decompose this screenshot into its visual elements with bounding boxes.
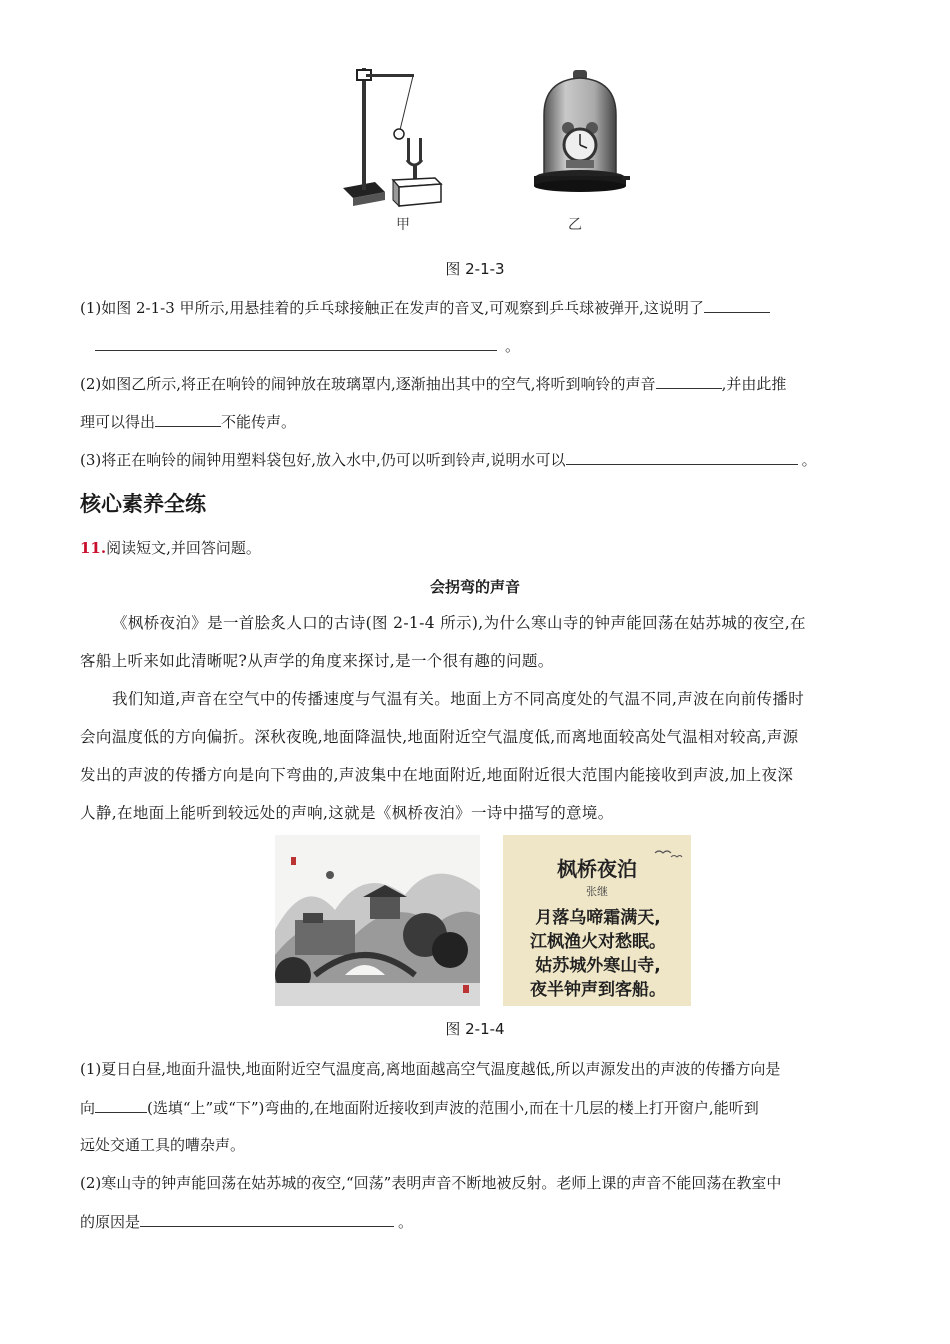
q10-part3 (80, 448, 817, 471)
q11-intro: 阅读短文,并回答问题。 (106, 539, 261, 557)
q10-part1-blank-a[interactable] (704, 296, 770, 313)
q10-part2-text: (2)如图乙所示,将正在响铃的闹钟放在玻璃罩内,逐渐抽出其中的空气,将听到响铃的声音 (80, 375, 656, 393)
section-title: 核心素养全练 (80, 492, 206, 516)
poem-card (503, 835, 691, 1006)
q10-part2-line1-end: ,并由此推 (721, 375, 787, 393)
para1-line2: 客船上听来如此清晰呢?从声学的角度来探讨,是一个很有趣的问题。 (80, 652, 554, 670)
article-paragraph-2 (80, 680, 886, 832)
q10-part2-line2-start: 理可以得出 (80, 413, 156, 431)
q11-number: 11. (80, 539, 107, 557)
q10-part2-line2-end: 不能传声。 (221, 413, 297, 431)
q11-sub1-end: (选填“上”或“下”)弯曲的,在地面附近接收到声波的范围小,而在十几层的楼上打开窗户,能听到 (147, 1099, 759, 1117)
para2-line4: 人静,在地面上能听到较远处的声响,这就是《枫桥夜泊》一诗中描写的意境。 (80, 804, 614, 822)
q10-part1-end: 。 (505, 337, 521, 355)
ink-painting-illustration (275, 835, 480, 1006)
q10-part2-blank-a[interactable] (656, 372, 722, 389)
poem-author: 张继 (586, 885, 608, 898)
para2-line1: 我们知道,声音在空气中的传播速度与气温有关。地面上方不同高度处的气温不同,声波在向前传播时 (112, 690, 805, 708)
q11-sub2-line2 (80, 1210, 413, 1233)
figure-label-jia: 甲 (396, 217, 410, 233)
para2-line3: 发出的声波的传播方向是向下弯曲的,声波集中在地面附近,地面附近很大范围内能接收到声波,加上夜深 (80, 766, 794, 784)
q10-part3-end: 。 (801, 451, 817, 469)
q11-sub2-start: 的原因是 (80, 1213, 141, 1231)
q10-part3-text: (3)将正在响铃的闹钟用塑料袋包好,放入水中,仍可以听到铃声,说明水可以 (80, 451, 566, 469)
q11-sub1-blank[interactable] (95, 1096, 147, 1113)
q10-part2-line1 (80, 372, 786, 395)
poem-line: 江枫渔火对愁眠。 (530, 932, 666, 952)
q11-sub1-start: 向 (80, 1099, 96, 1117)
poem-line: 月落乌啼霜满天, (535, 908, 661, 928)
poem-line: 夜半钟声到客船。 (530, 980, 666, 1000)
q10-part2-line2 (80, 410, 296, 433)
q11-sub2-blank[interactable] (140, 1210, 394, 1227)
q10-part1-continued (95, 334, 520, 357)
figure-label-yi: 乙 (568, 217, 582, 233)
q10-part3-blank[interactable] (566, 448, 798, 465)
figure-caption-2-1-4: 图 2-1-4 (445, 1020, 505, 1038)
q11-sub1-line2 (80, 1096, 759, 1119)
bell-jar-alarm-clock-illustration (530, 70, 630, 195)
q11-sub2-line1: (2)寒山寺的钟声能回荡在姑苏城的夜空,“回荡”表明声音不断地被反射。老师上课的声音不能回荡在教室中 (80, 1174, 782, 1192)
q11-sub1-line1: (1)夏日白昼,地面升温快,地面附近空气温度高,离地面越高空气温度越低,所以声源发出的声波的传播方向是 (80, 1060, 781, 1078)
article-title: 会拐弯的声音 (429, 578, 520, 596)
q10-part1 (80, 296, 770, 319)
poem-title: 枫桥夜泊 (557, 857, 637, 881)
q10-part2-blank-b[interactable] (155, 410, 221, 427)
figure-caption-2-1-3: 图 2-1-3 (445, 260, 505, 278)
poem-line: 姑苏城外寒山寺, (535, 956, 661, 976)
q11-sub2-end: 。 (398, 1213, 414, 1231)
para2-line2: 会向温度低的方向偏折。深秋夜晚,地面降温快,地面附近空气温度低,而离地面较高处气温相对较高,声源 (80, 728, 799, 746)
article-paragraph-1 (80, 604, 886, 680)
q11-sub1-line3: 远处交通工具的嘈杂声。 (80, 1136, 246, 1154)
tuning-fork-pendulum-illustration (335, 60, 445, 210)
q10-part1-blank-b[interactable] (95, 334, 497, 351)
para1-line1: 《枫桥夜泊》是一首脍炙人口的古诗(图 2-1-4 所示),为什么寒山寺的钟声能回荡在姑苏城的夜空,在 (112, 614, 806, 632)
q11-intro-line (80, 537, 261, 559)
q10-part1-text: (1)如图 2-1-3 甲所示,用悬挂着的乒乓球接触正在发声的音叉,可观察到乒乓球被弹开,这说明了 (80, 299, 704, 317)
